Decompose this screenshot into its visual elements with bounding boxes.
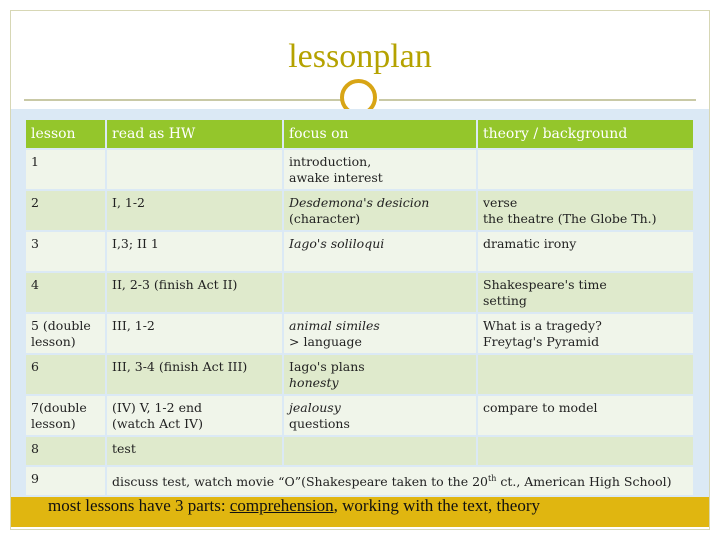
page-title: lessonplan bbox=[288, 38, 432, 75]
cell-focus bbox=[284, 396, 476, 435]
superscript: th bbox=[487, 474, 497, 483]
cell-lesson bbox=[26, 396, 105, 435]
cell-hw: II, 2-3 (finish Act II) bbox=[107, 273, 282, 312]
cell-focus bbox=[284, 273, 476, 312]
table-header-row bbox=[26, 120, 693, 148]
cell-theory bbox=[478, 150, 693, 189]
table-row bbox=[26, 314, 693, 353]
span-text: discuss test, watch movie “O”(Shakespeare taken to the 20 bbox=[112, 474, 488, 490]
header-focus-on: focus on bbox=[284, 120, 476, 148]
table-row bbox=[26, 191, 693, 230]
cell-line: lesson) bbox=[31, 334, 76, 349]
cell-line: Iago's plans bbox=[289, 359, 365, 374]
cell-line: awake interest bbox=[289, 170, 383, 185]
cell-line: honesty bbox=[289, 375, 339, 390]
cell-line: 5 (double bbox=[31, 318, 91, 333]
footer-prefix: most lessons have 3 parts: bbox=[48, 496, 230, 515]
cell-lesson: 3 bbox=[26, 232, 105, 271]
cell-hw bbox=[107, 150, 282, 189]
cell-theory bbox=[478, 191, 693, 230]
title-rule-right bbox=[379, 99, 696, 101]
cell-line: compare to model bbox=[483, 400, 598, 415]
cell-line: 7(double bbox=[31, 400, 87, 415]
cell-focus bbox=[284, 355, 476, 394]
cell-line: Freytag's Pyramid bbox=[483, 334, 600, 349]
cell-hw: I, 1-2 bbox=[107, 191, 282, 230]
cell-hw: test bbox=[107, 437, 282, 465]
cell-lesson bbox=[26, 314, 105, 353]
cell-focus bbox=[284, 437, 476, 465]
cell-lesson: 6 bbox=[26, 355, 105, 394]
table-row bbox=[26, 467, 693, 495]
table-row bbox=[26, 150, 693, 189]
header-read-as-hw: read as HW bbox=[107, 120, 282, 148]
cell-hw: III, 3-4 (finish Act III) bbox=[107, 355, 282, 394]
cell-lesson: 2 bbox=[26, 191, 105, 230]
cell-theory bbox=[478, 232, 693, 271]
cell-line: introduction, bbox=[289, 154, 372, 169]
cell-focus bbox=[284, 191, 476, 230]
cell-hw: III, 1-2 bbox=[107, 314, 282, 353]
cell-line: Iago's soliloqui bbox=[289, 236, 385, 251]
cell-theory bbox=[478, 314, 693, 353]
cell-line: jealousy bbox=[289, 400, 341, 415]
title-rule-left bbox=[24, 99, 342, 101]
cell-line: setting bbox=[483, 293, 527, 308]
footer-suffix: , working with the text, theory bbox=[333, 496, 540, 515]
cell-line: dramatic irony bbox=[483, 236, 577, 251]
cell-lesson: 8 bbox=[26, 437, 105, 465]
cell-line: questions bbox=[289, 416, 350, 431]
cell-hw bbox=[107, 396, 282, 435]
cell-theory bbox=[478, 396, 693, 435]
lesson-plan-table bbox=[24, 118, 695, 497]
cell-span-note bbox=[107, 467, 693, 495]
table-row bbox=[26, 437, 693, 465]
cell-theory bbox=[478, 437, 693, 465]
footer-underlined: comprehension bbox=[229, 496, 334, 515]
cell-focus bbox=[284, 314, 476, 353]
table-row bbox=[26, 355, 693, 394]
footer-note bbox=[48, 496, 540, 516]
header-lesson: lesson bbox=[26, 120, 105, 148]
span-text: ct., American High School) bbox=[496, 474, 672, 490]
cell-lesson: 9 bbox=[26, 467, 105, 495]
cell-line: animal similes bbox=[289, 318, 380, 333]
cell-hw: I,3; II 1 bbox=[107, 232, 282, 271]
cell-line: Desdemona's desicion bbox=[289, 195, 430, 210]
cell-line: the theatre (The Globe Th.) bbox=[483, 211, 657, 226]
cell-line: (watch Act IV) bbox=[112, 416, 203, 431]
table-row bbox=[26, 273, 693, 312]
cell-line: (IV) V, 1-2 end bbox=[112, 400, 203, 415]
cell-line: > language bbox=[289, 334, 362, 349]
cell-focus bbox=[284, 150, 476, 189]
table-row bbox=[26, 232, 693, 271]
cell-line: Shakespeare's time bbox=[483, 277, 607, 292]
cell-theory bbox=[478, 355, 693, 394]
cell-lesson: 1 bbox=[26, 150, 105, 189]
cell-line: verse bbox=[483, 195, 518, 210]
cell-lesson: 4 bbox=[26, 273, 105, 312]
cell-theory bbox=[478, 273, 693, 312]
cell-line: lesson) bbox=[31, 416, 76, 431]
cell-line: What is a tragedy? bbox=[483, 318, 602, 333]
cell-line: (character) bbox=[289, 211, 361, 226]
cell-focus bbox=[284, 232, 476, 271]
table-row bbox=[26, 396, 693, 435]
header-theory-background: theory / background bbox=[478, 120, 693, 148]
